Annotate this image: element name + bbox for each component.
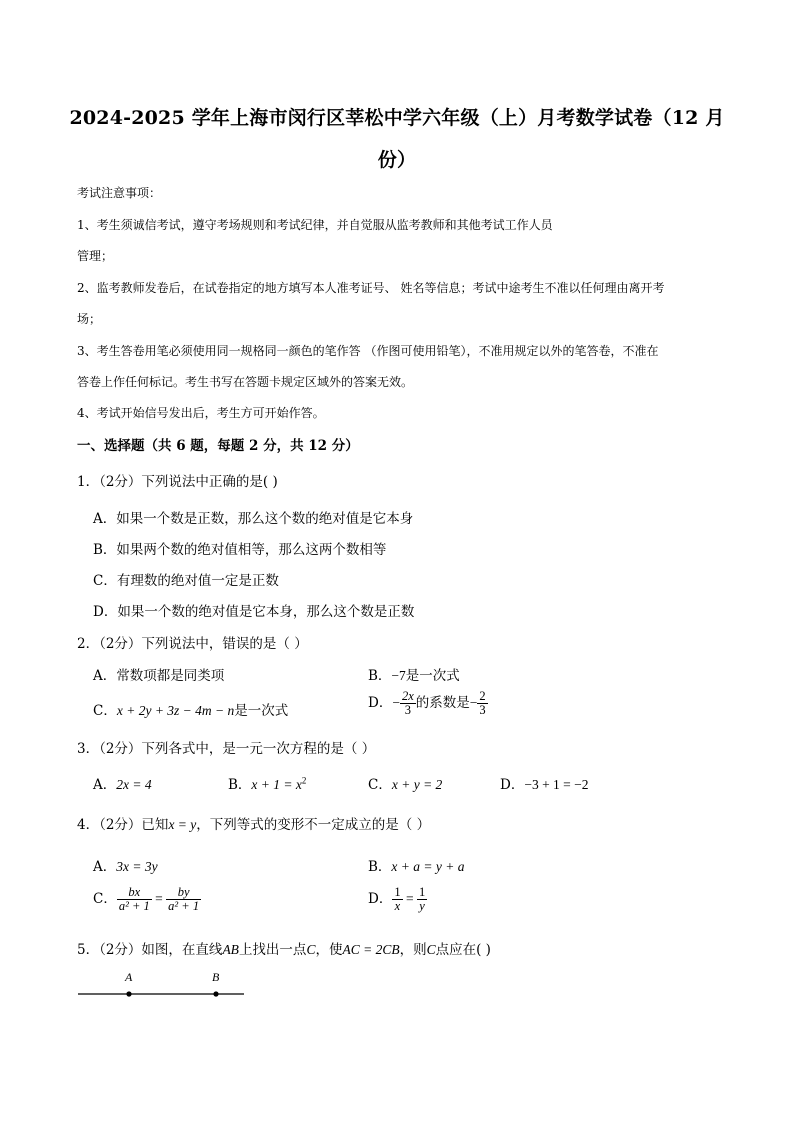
question-2-option-d: D．− $\frac{2x}{3}$ 的系数是− $\frac{2}{3}$ [368,689,486,718]
note-2: 2、监考教师发卷后，在试卷指定的地方填写本人准考证号、 姓名等信息；考试中途考生不准以任何理由离开考 [77,281,665,295]
question-4-stem: 4．（2分）已知x = y，下列等式的变形不一定成立的是（ ） [77,817,431,833]
point-a [126,991,131,996]
note-1: 1、考生须诚信考试，遵守考场规则和考试纪律，并自觉服从监考教师和其他考试工作人员 [77,218,553,232]
point-b-label: B [212,970,220,984]
question-1-option-a: A．如果一个数是正数，那么这个数的绝对值是它本身 [93,511,414,527]
question-1-stem: 1．（2分）下列说法中正确的是( ) [77,474,278,490]
question-3-option-b: B．$x + 1 = x^2$ [228,775,307,793]
question-4-option-c: C． $\frac{bx}{\text{a² + 1}}$ = $\frac{by}{\text{a² + 1}}$ [93,885,200,914]
point-a-label: A [125,970,133,984]
question-1-option-b: B．如果两个数的绝对值相等，那么这两个数相等 [93,542,387,558]
question-3-option-c: C．x + y = 2 [368,777,443,793]
question-2-option-c: C．x + 2y + 3z − 4m − n是一次式 [93,703,289,719]
note-3-cont: 答卷上作任何标记。考生书写在答题卡规定区域外的答案无效。 [77,375,414,389]
section-heading: 一、选择题（共 6 题，每题 2 分，共 12 分） [77,438,359,454]
question-2-option-b: B．−7是一次式 [368,668,460,684]
notes-heading: 考试注意事项： [77,186,162,200]
question-2-stem: 2．（2分）下列说法中，错误的是（ ） [77,636,308,652]
line-ab-figure [76,966,248,1002]
question-3-option-d: D．−3 + 1 = −2 [500,777,589,793]
exam-title-line2: 份） [377,149,417,171]
note-3: 3、考生答卷用笔必须使用同一规格同一颜色的笔作答 （作图可使用铅笔），不准用规定以外的笔答卷，不准在 [77,344,659,358]
point-b [213,991,218,996]
question-4-option-d: D． $\frac{1}{x}$ = $\frac{1}{y}$ [368,885,426,914]
question-4-option-a: A．3x = 3y [93,859,158,875]
question-1-option-d: D．如果一个数的绝对值是它本身，那么这个数是正数 [93,604,415,620]
question-2-option-a: A．常数项都是同类项 [93,668,225,684]
question-1-option-c: C．有理数的绝对值一定是正数 [93,573,279,589]
note-4: 4、考试开始信号发出后，考生方可开始作答。 [77,406,325,420]
question-3-stem: 3．（2分）下列各式中，是一元一次方程的是（ ） [77,741,376,757]
note-1-cont: 管理； [77,249,114,263]
question-4-option-b: B．x + a = y + a [368,859,465,875]
exam-title-line1: 2024-2025 学年上海市闵行区莘松中学六年级（上）月考数学试卷（12 月 [69,107,725,129]
note-2-cont: 场； [77,312,102,326]
question-3-option-a: A．2x = 4 [93,777,152,793]
question-5-stem: 5．（2分）如图，在直线AB上找出一点C，使AC = 2CB，则C点应在( ) [77,942,491,958]
